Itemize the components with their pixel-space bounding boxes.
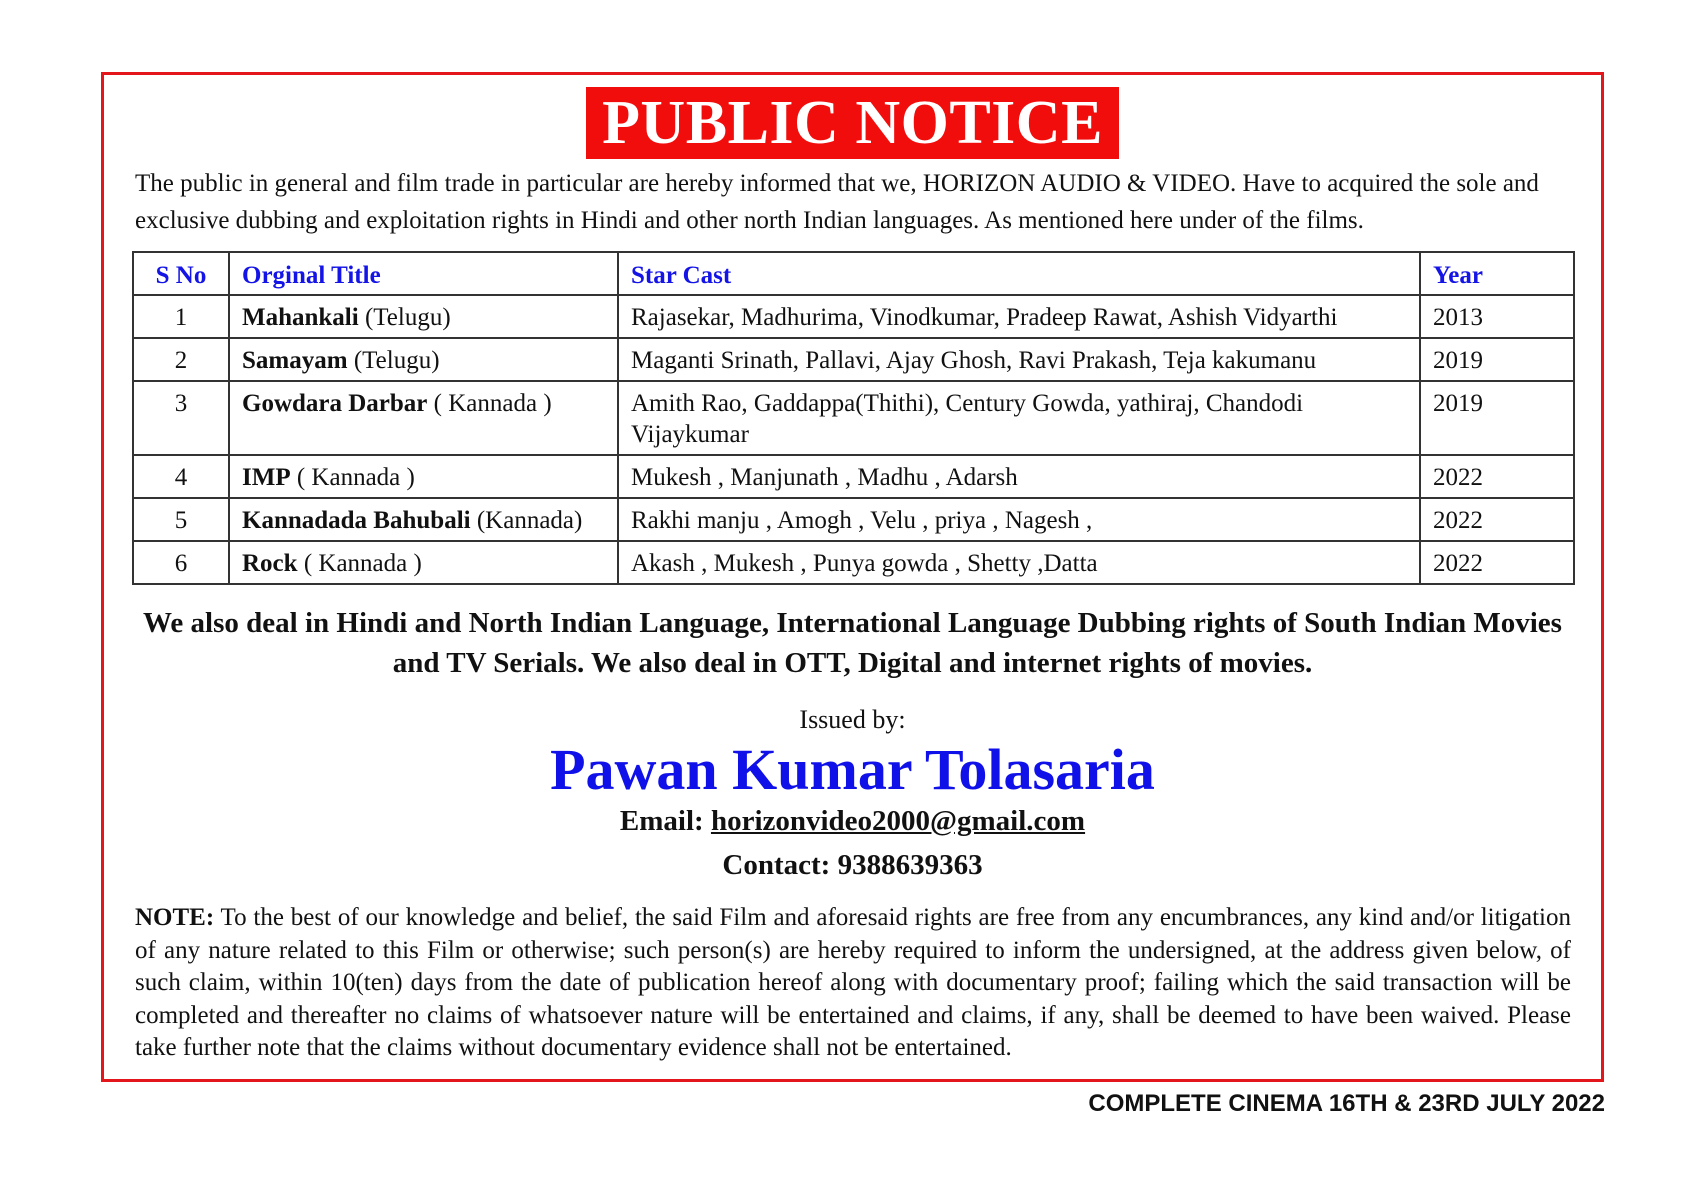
title-banner-wrap — [104, 87, 1601, 159]
publication-footer: COMPLETE CINEMA 16TH & 23RD JULY 2022 — [1088, 1090, 1605, 1117]
cell-year: 2013 — [1420, 295, 1574, 338]
note-paragraph — [135, 902, 1571, 1065]
contact-number: 9388639363 — [837, 849, 983, 881]
header-year: Year — [1420, 252, 1574, 295]
cell-title — [229, 541, 618, 584]
film-title: Gowdara Darbar — [242, 390, 428, 417]
cell-cast: Rakhi manju , Amogh , Velu , priya , Nagesh , — [618, 498, 1420, 541]
issuer-name: Pawan Kumar Tolasaria — [550, 737, 1155, 802]
cell-sno: 5 — [133, 498, 229, 541]
note-label: NOTE: — [135, 904, 215, 931]
header-sno: S No — [133, 252, 229, 295]
cell-sno: 4 — [133, 455, 229, 498]
table-row — [133, 338, 1574, 381]
contact-label: Contact: — [722, 849, 838, 881]
table-row — [133, 381, 1574, 455]
table-row — [133, 498, 1574, 541]
film-language: ( Kannada ) — [290, 464, 415, 491]
cell-title — [229, 455, 618, 498]
notice-frame — [101, 72, 1604, 1082]
cell-sno: 3 — [133, 381, 229, 455]
film-title: Rock — [242, 550, 298, 577]
cell-year: 2019 — [1420, 381, 1574, 455]
cell-title — [229, 295, 618, 338]
cell-cast: Amith Rao, Gaddappa(Thithi), Century Gowda, yathiraj, Chandodi Vijaykumar — [618, 381, 1420, 455]
note-text: To the best of our knowledge and belief, the said Film and aforesaid rights are free from any encumbrances, any kind and/or litigation of any nature related to this Film or otherwise; such person(s) are hereby required to inform the undersigned, at the address given below, of such claim, within 10(ten) days from the date of publication hereof along with documentary proof; failing which the said transaction will be completed and thereafter no claims of whatsoever nature will be entertained and claims, if any, shall be deemed to have been waived. Please take further note that the claims without documentary evidence shall not be entertained. — [135, 904, 1571, 1061]
email-line — [104, 805, 1601, 838]
cell-cast: Maganti Srinath, Pallavi, Ajay Ghosh, Ravi Prakash, Teja kakumanu — [618, 338, 1420, 381]
cell-sno: 1 — [133, 295, 229, 338]
table-row — [133, 295, 1574, 338]
intro-paragraph: The public in general and film trade in particular are hereby informed that we, HORIZON AUDIO & VIDEO. Have to acquired the sole and exclusive dubbing and exploitation rights in Hindi and other north Indian languages. As mentioned here under of the films. — [135, 170, 1539, 234]
film-language: ( Kannada ) — [297, 550, 422, 577]
cell-cast: Rajasekar, Madhurima, Vinodkumar, Pradeep Rawat, Ashish Vidyarthi — [618, 295, 1420, 338]
cell-cast: Mukesh , Manjunath , Madhu , Adarsh — [618, 455, 1420, 498]
email-link[interactable]: horizonvideo2000@gmail.com — [710, 805, 1086, 837]
notice-title: PUBLIC NOTICE — [586, 87, 1119, 159]
films-table — [132, 251, 1575, 585]
cell-sno: 6 — [133, 541, 229, 584]
deal-statement: We also deal in Hindi and North Indian Language, International Language Dubbing rights of South Indian Movies and TV Serials. We also deal in OTT, Digital and internet rights of movies. — [143, 607, 1562, 679]
cell-title — [229, 338, 618, 381]
cell-sno: 2 — [133, 338, 229, 381]
cell-title — [229, 498, 618, 541]
table-header-row — [133, 252, 1574, 295]
contact-line — [104, 849, 1601, 882]
cell-cast: Akash , Mukesh , Punya gowda , Shetty ,Datta — [618, 541, 1420, 584]
film-title: IMP — [242, 464, 291, 491]
cell-year: 2022 — [1420, 455, 1574, 498]
film-language: ( Kannada ) — [427, 390, 552, 417]
cell-title — [229, 381, 618, 455]
issued-by-label: Issued by: — [799, 705, 906, 734]
cell-year: 2022 — [1420, 541, 1574, 584]
film-language: (Kannada) — [470, 507, 583, 534]
header-cast: Star Cast — [618, 252, 1420, 295]
email-label: Email: — [619, 805, 711, 837]
table-row — [133, 455, 1574, 498]
film-title: Mahankali — [242, 304, 359, 331]
film-title: Kannadada Bahubali — [242, 507, 471, 534]
cell-year: 2022 — [1420, 498, 1574, 541]
film-language: (Telugu) — [358, 304, 451, 331]
table-row — [133, 541, 1574, 584]
cell-year: 2019 — [1420, 338, 1574, 381]
header-title: Orginal Title — [229, 252, 618, 295]
film-title: Samayam — [242, 347, 348, 374]
film-language: (Telugu) — [347, 347, 440, 374]
